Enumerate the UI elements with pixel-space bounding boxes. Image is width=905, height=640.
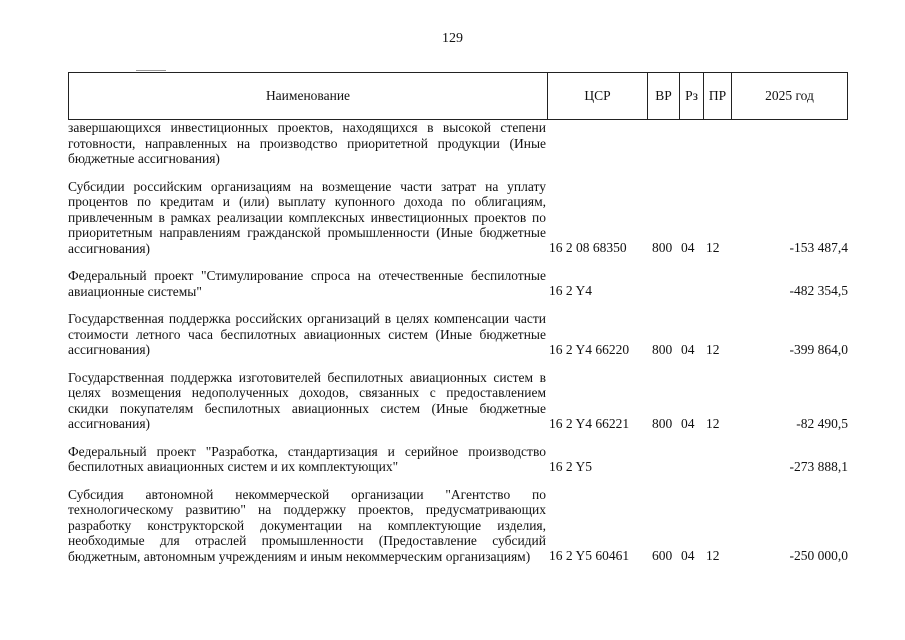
row-rz: 04 [681, 415, 695, 431]
row-csr: 16 2 Y4 66220 [549, 341, 630, 357]
row-amount: -82 490,5 [796, 415, 848, 431]
row-codes [68, 342, 848, 358]
row-rz: 04 [681, 341, 695, 357]
row-amount: -482 354,5 [789, 283, 848, 298]
row-codes [68, 283, 848, 299]
row-codes [68, 416, 848, 432]
row-csr: 16 2 Y4 66221 [549, 415, 630, 431]
row-vr: 800 [652, 240, 673, 255]
row-pr: 12 [706, 415, 720, 431]
row-rz: 04 [681, 240, 695, 255]
row-name: Субсидии российским организациям на возмещение части затрат на уплату процентов по кредитам и (или) выплату купонного дохода по облигациям, привлеченным в рамках реализации комплексных инвестиционных проектов по приоритетным направлениям гражданской промышленности (Иные бюджетные ассигнования) [68, 178, 546, 256]
row-pr: 12 [706, 341, 720, 357]
table-row [68, 487, 848, 565]
table-row [68, 444, 848, 475]
row-codes [68, 459, 848, 475]
scan-mark [136, 70, 166, 71]
table-row [68, 370, 848, 432]
row-name: Федеральный проект "Разработка, стандартизация и серийное производство беспилотных авиационных систем и их комплектующих" [68, 443, 546, 474]
header-year: 2025 год [731, 73, 847, 119]
header-name: Наименование [265, 88, 351, 103]
header-pr: ПР [703, 73, 731, 119]
table-header [68, 72, 848, 120]
row-codes [68, 548, 848, 564]
row-name: Субсидия автономной некоммерческой организации "Агентство по технологическому развитию" на поддержку проектов, предусматривающих разработку конструкторской документации на комплектующие изделия, необходимые для отраслей промышленности (Предоставление субсидий бюджетным, автономным учреждениям и иным некоммерческим организациям) [68, 486, 546, 564]
row-amount: -250 000,0 [789, 548, 848, 563]
row-name: Федеральный проект "Стимулирование спроса на отечественные беспилотные авиационные системы" [68, 268, 546, 299]
header-vr: ВР [647, 73, 679, 119]
table-row [68, 268, 848, 299]
header-rz: Рз [679, 73, 703, 119]
row-csr: 16 2 Y5 60461 [549, 548, 630, 563]
row-pr: 12 [706, 548, 720, 563]
row-csr: 16 2 08 68350 [549, 240, 627, 255]
row-csr: 16 2 Y4 [549, 283, 592, 298]
row-pr: 12 [706, 240, 720, 255]
row-csr: 16 2 Y5 [549, 458, 592, 474]
row-name: Государственная поддержка российских организаций в целях компенсации части стоимости летного часа беспилотных авиационных систем (Иные бюджетные ассигнования) [68, 311, 546, 357]
row-amount: -273 888,1 [789, 458, 848, 474]
header-csr: ЦСР [547, 73, 647, 119]
row-vr: 800 [652, 415, 673, 431]
row-vr: 600 [652, 548, 673, 563]
row-name: завершающихся инвестиционных проектов, находящихся в высокой степени готовности, направленных на производство приоритетной продукции (Иные бюджетные ассигнования) [68, 120, 546, 166]
row-codes [68, 151, 848, 167]
row-codes [68, 240, 848, 256]
row-amount: -153 487,4 [789, 240, 848, 255]
row-vr: 800 [652, 341, 673, 357]
row-rz: 04 [681, 548, 695, 563]
page-number: 129 [442, 31, 463, 46]
row-amount: -399 864,0 [789, 341, 848, 357]
table-row [68, 120, 848, 167]
table-row [68, 311, 848, 358]
table-row [68, 179, 848, 257]
row-name: Государственная поддержка изготовителей беспилотных авиационных систем в целях возмещения недополученных доходов, связанных с предоставлением скидки покупателям беспилотных авиационных систем (Иные бюджетные ассигнования) [68, 369, 546, 431]
table-body [68, 120, 848, 576]
